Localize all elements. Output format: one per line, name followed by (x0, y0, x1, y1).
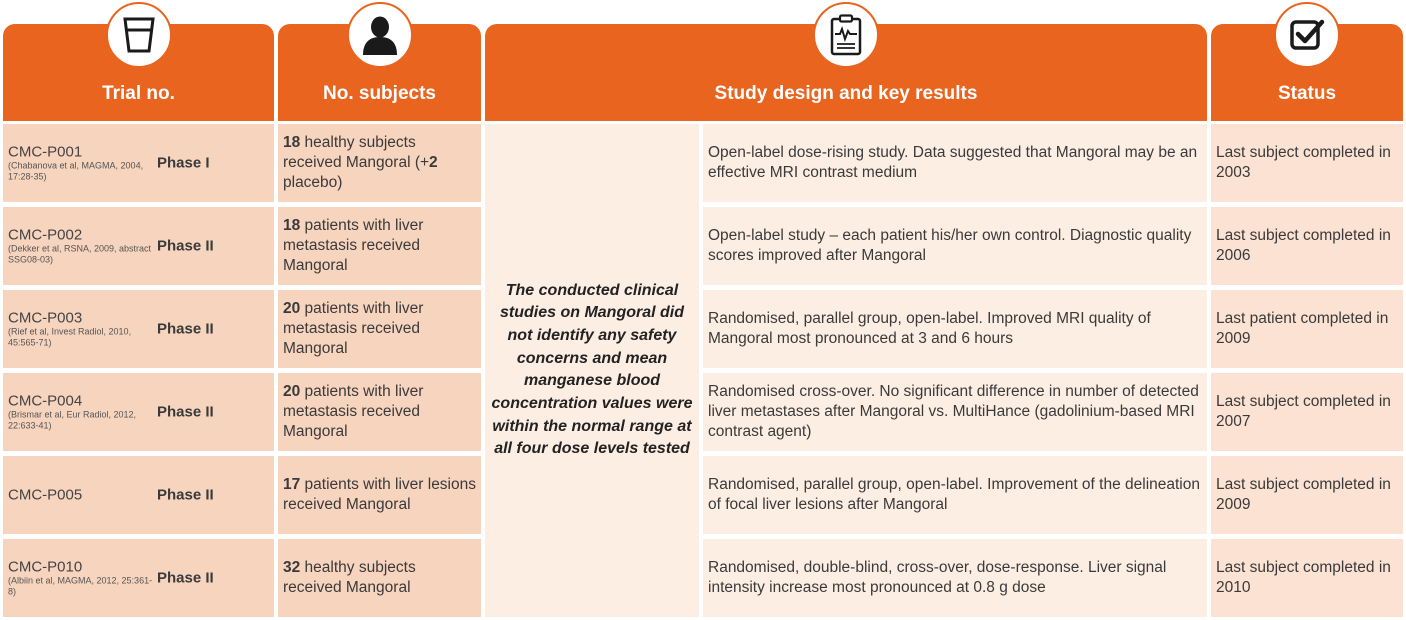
glass-icon (106, 2, 172, 68)
header-status (1211, 24, 1403, 121)
subjects-cell (278, 539, 481, 617)
placebo-count: 2 (429, 154, 438, 171)
result-cell (703, 207, 1207, 285)
result-text: Randomised, parallel group, open-label. Improvement of the delineation of focal liver lesions after Mangoral (708, 476, 1200, 513)
trial-phase: Phase I (157, 154, 210, 172)
status-text: Last patient completed in 2009 (1216, 310, 1389, 347)
subjects-count: 18 (283, 217, 301, 234)
status-cell (1211, 290, 1403, 368)
clipboard-icon (813, 2, 879, 68)
trial-id: CMC-P002 (8, 226, 83, 244)
status-text: Last subject completed in 2010 (1216, 559, 1391, 596)
trial-phase: Phase II (157, 403, 214, 421)
header-trial-label: Trial no. (102, 83, 175, 104)
header-design (485, 24, 1207, 121)
result-cell (703, 373, 1207, 451)
result-cell (703, 124, 1207, 202)
subjects-cell (278, 373, 481, 451)
trial-phase: Phase II (157, 237, 214, 255)
trial-number (8, 559, 153, 598)
subjects-text (283, 133, 477, 193)
trial-cell (3, 539, 274, 617)
result-cell (703, 539, 1207, 617)
trial-citation: (Chabanova et al, MAGMA, 2004, 17:28-35) (8, 160, 144, 182)
subjects-text (283, 475, 477, 515)
status-text: Last subject completed in 2009 (1216, 476, 1391, 513)
trial-id: CMC-P010 (8, 558, 83, 576)
subjects-description: patients with liver lesions received Mangoral (283, 476, 476, 513)
subjects-description: patients with liver metastasis received Mangoral (283, 300, 424, 357)
subjects-count: 32 (283, 559, 301, 576)
trial-id: CMC-P001 (8, 143, 83, 161)
subjects-count: 20 (283, 383, 301, 400)
status-text: Last subject completed in 2006 (1216, 227, 1391, 264)
status-cell (1211, 124, 1403, 202)
trial-cell (3, 290, 274, 368)
status-cell (1211, 207, 1403, 285)
status-text: Last subject completed in 2003 (1216, 144, 1391, 181)
subjects-text (283, 382, 477, 442)
person-icon (347, 2, 413, 68)
summary-text: The conducted clinical studies on Mangoral did not identify any safety concerns and mean manganese blood concentration values were within the normal range at all four dose levels tested (491, 281, 693, 458)
subjects-text (283, 299, 477, 359)
header-status-label: Status (1277, 83, 1337, 104)
trial-number (8, 310, 153, 349)
trial-citation: (Dekker et al, RSNA, 2009, abstract SSG08-03) (8, 243, 152, 265)
subjects-count: 20 (283, 300, 301, 317)
subjects-description: patients with liver metastasis received Mangoral (283, 217, 424, 274)
trial-number (8, 144, 153, 183)
subjects-count: 17 (283, 476, 301, 493)
result-text: Open-label dose-rising study. Data suggested that Mangoral may be an effective MRI contrast medium (708, 144, 1198, 181)
trial-id: CMC-P004 (8, 392, 83, 410)
result-cell (703, 456, 1207, 534)
status-text: Last subject completed in 2007 (1216, 393, 1391, 430)
placebo-text: placebo) (283, 174, 343, 191)
subjects-cell (278, 456, 481, 534)
trial-phase: Phase II (157, 569, 214, 587)
trial-cell (3, 373, 274, 451)
subjects-cell (278, 207, 481, 285)
trial-citation: (Brismar et al, Eur Radiol, 2012, 22:633-41) (8, 409, 137, 431)
header-subjects (278, 24, 481, 121)
subjects-description: patients with liver metastasis received Mangoral (283, 383, 424, 440)
trial-number (8, 227, 153, 266)
status-cell (1211, 539, 1403, 617)
result-text: Randomised, parallel group, open-label. Improved MRI quality of Mangoral most pronounced at 3 and 6 hours (708, 310, 1151, 347)
subjects-description: healthy subjects received Mangoral (+ (283, 134, 430, 171)
trial-id: CMC-P003 (8, 309, 83, 327)
status-cell (1211, 456, 1403, 534)
header-trial (3, 24, 274, 121)
trial-phase: Phase II (157, 486, 214, 504)
subjects-cell (278, 290, 481, 368)
trial-phase: Phase II (157, 320, 214, 338)
result-text: Open-label study – each patient his/her own control. Diagnostic quality scores improved after Mangoral (708, 227, 1192, 264)
header-subjects-label: No. subjects (323, 83, 436, 104)
checkbox-icon (1274, 2, 1340, 68)
subjects-text (283, 216, 477, 276)
status-cell (1211, 373, 1403, 451)
trial-cell (3, 207, 274, 285)
trial-cell (3, 456, 274, 534)
trial-citation: (Rief et al, Invest Radiol, 2010, 45:565-71) (8, 326, 132, 348)
trial-citation: (Albiin et al, MAGMA, 2012, 25:361-8) (8, 575, 153, 597)
trial-cell (3, 124, 274, 202)
subjects-description: healthy subjects received Mangoral (283, 559, 416, 596)
header-design-label: Study design and key results (714, 83, 978, 104)
subjects-count: 18 (283, 134, 301, 151)
trial-number (8, 487, 153, 504)
summary-cell (485, 124, 699, 617)
trial-number (8, 393, 153, 432)
result-cell (703, 290, 1207, 368)
result-text: Randomised cross-over. No significant difference in number of detected liver metastases after Mangoral vs. MultiHance (gadolinium-based MRI contrast agent) (708, 383, 1199, 440)
subjects-text (283, 558, 477, 598)
trial-id: CMC-P005 (8, 486, 83, 504)
result-text: Randomised, double-blind, cross-over, dose-response. Liver signal intensity increase most pronounced at 0.8 g dose (708, 559, 1167, 596)
subjects-cell (278, 124, 481, 202)
